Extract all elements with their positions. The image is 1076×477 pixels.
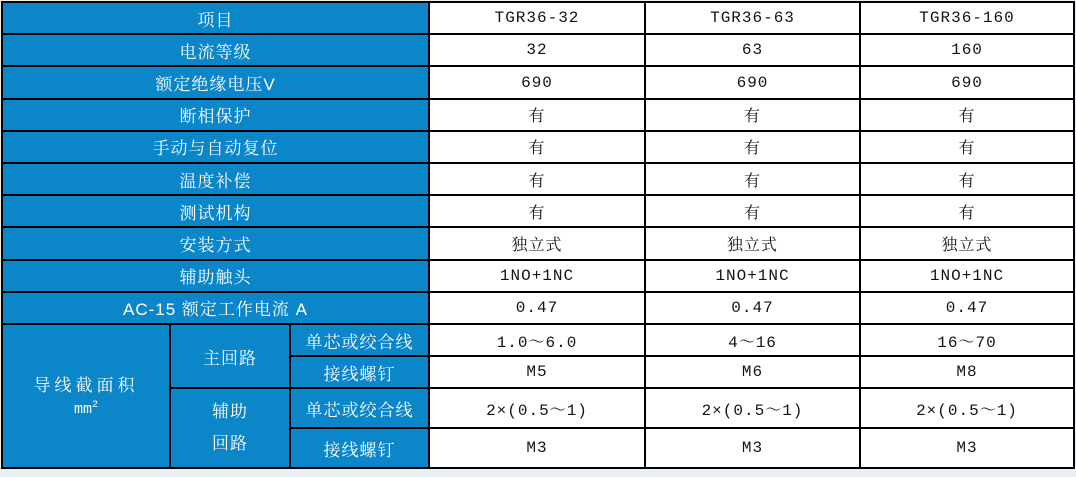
table-row-auxiliary-contacts [2,260,1074,292]
aux-circuit-label: 辅助 回路 [170,388,290,468]
table-cell: 有 [429,131,645,163]
table-cell: 2×(0.5～1) [429,388,645,428]
table-row-manual-auto-reset [2,131,1074,163]
table-row-insulation-voltage [2,66,1074,98]
table-cell: 有 [860,195,1074,227]
row-label: 手动与自动复位 [2,131,429,163]
row-label: 温度补偿 [2,163,429,195]
table-cell: M8 [860,356,1074,388]
table-cell: 690 [860,66,1074,98]
table-cell: 有 [860,163,1074,195]
table-cell: 2×(0.5～1) [860,388,1074,428]
table-cell: 独立式 [645,227,860,259]
table-cell: 1NO+1NC [645,260,860,292]
table-cell: 有 [645,99,860,131]
table-cell: 有 [645,195,860,227]
table-cell: M3 [429,428,645,468]
model-header-cell: TGR36-32 [429,2,645,34]
table-cell: 160 [860,34,1074,66]
table-cell: 1.0～6.0 [429,324,645,356]
table-cell: 32 [429,34,645,66]
sub-row-label: 接线螺钉 [290,356,429,388]
sub-row-label: 接线螺钉 [290,428,429,468]
table-cell: 0.47 [429,292,645,324]
table-cell: 独立式 [860,227,1074,259]
table-row-temperature-compensation [2,163,1074,195]
row-label: 断相保护 [2,99,429,131]
table-cell: 1NO+1NC [860,260,1074,292]
table-cell: 有 [860,99,1074,131]
model-header-cell: TGR36-160 [860,2,1074,34]
table-cell: 4～16 [645,324,860,356]
table-row-mounting-type [2,227,1074,259]
table-cell: 63 [645,34,860,66]
wire-section-title: 导线截面积 [33,376,139,396]
wire-section-group-label [2,324,170,468]
table-cell: M3 [645,428,860,468]
spec-table [1,1,1075,469]
model-header-cell: TGR36-63 [645,2,860,34]
row-label: 辅助触头 [2,260,429,292]
table-cell: M5 [429,356,645,388]
table-row-test-mechanism [2,195,1074,227]
sub-row-label: 单芯或绞合线 [290,388,429,428]
sub-row-label: 单芯或绞合线 [290,324,429,356]
table-cell: 16～70 [860,324,1074,356]
table-cell: 有 [860,131,1074,163]
table-cell: 0.47 [860,292,1074,324]
row-label: 额定绝缘电压V [2,66,429,98]
row-label: 测试机构 [2,195,429,227]
row-label: 安装方式 [2,227,429,259]
row-label: AC-15 额定工作电流 A [2,292,429,324]
table-cell: M3 [860,428,1074,468]
table-cell: M6 [645,356,860,388]
main-circuit-label: 主回路 [170,324,290,388]
table-cell: 690 [429,66,645,98]
table-cell: 有 [429,99,645,131]
table-row-ac15-rated-current [2,292,1074,324]
table-cell: 有 [645,163,860,195]
table-cell: 有 [429,163,645,195]
table-cell: 1NO+1NC [429,260,645,292]
table-row-phase-failure-protection [2,99,1074,131]
table-cell: 独立式 [429,227,645,259]
table-cell: 690 [645,66,860,98]
table-cell: 有 [645,131,860,163]
row-label: 电流等级 [2,34,429,66]
table-cell: 0.47 [645,292,860,324]
table-row-main-circuit-wire [2,324,1074,356]
item-header-cell: 项目 [2,2,429,34]
table-header-row [2,2,1074,34]
table-cell: 有 [429,195,645,227]
wire-section-unit: $mm^2$ [73,399,99,418]
table-row-current-rating [2,34,1074,66]
table-cell: 2×(0.5～1) [645,388,860,428]
